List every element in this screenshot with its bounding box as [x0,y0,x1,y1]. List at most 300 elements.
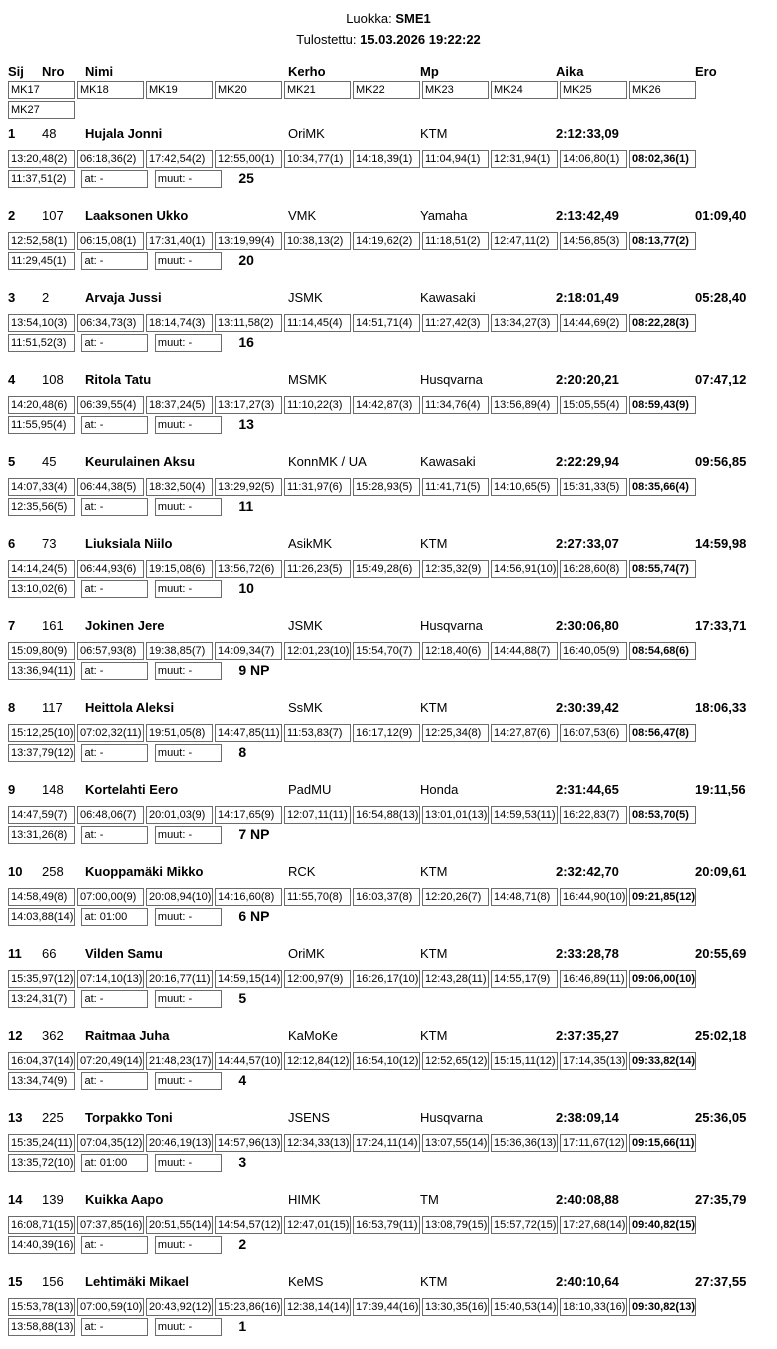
rider-points: 10 [238,580,254,596]
lap-time-cell: 14:48,71(8) [491,888,558,906]
rider-position: 8 [8,700,16,715]
checkpoint-header-cell: MK21 [284,81,351,99]
rider-block [8,1028,769,1103]
checkpoint-header-cell: MK17 [8,81,75,99]
lap-time-cell: 09:15,66(11) [629,1134,696,1152]
rider-position: 11 [8,946,22,961]
rider-name: Hujala Jonni [85,126,163,141]
rider-gap: 20:09,61 [695,864,747,879]
lap-time-cell: 06:57,93(8) [77,642,144,660]
col-header-position: Sij [8,64,24,79]
lap-time-cell: 14:10,65(5) [491,478,558,496]
lap-time-cell: 16:54,88(13) [353,806,420,824]
lap-times-row-2 [8,744,769,762]
penalty-cell: at: - [81,498,148,516]
lap-times-row [8,888,769,906]
lap-time-cell: 09:33,82(14) [629,1052,696,1070]
lap-time-cell: 14:14,24(5) [8,560,75,578]
rider-number: 225 [42,1110,64,1125]
lap-time-cell: 14:56,85(3) [560,232,627,250]
rider-total-time: 2:38:09,14 [556,1110,619,1125]
penalty-cell: at: - [81,1236,148,1254]
rider-club: OriMK [288,126,325,141]
rider-main-row [8,782,769,797]
lap-time-cell: 16:46,89(11) [560,970,627,988]
col-header-bike: Mp [420,64,439,79]
rider-name: Keurulainen Aksu [85,454,196,469]
lap-time-cell: 13:29,92(5) [215,478,282,496]
checkpoint-header-cell: MK27 [8,101,75,119]
rider-number: 73 [42,536,57,551]
rider-total-time: 2:30:39,42 [556,700,619,715]
lap-times-row-2 [8,908,769,926]
lap-time-cell: 11:14,45(4) [284,314,351,332]
lap-time-cell: 13:56,72(6) [215,560,282,578]
lap-time-cell: 17:39,44(16) [353,1298,420,1316]
lap-time-cell: 14:19,62(2) [353,232,420,250]
rider-main-row [8,946,769,961]
rider-points: 3 [238,1154,247,1170]
lap-time-cell: 15:31,33(5) [560,478,627,496]
lap-time-cell: 13:24,31(7) [8,990,75,1008]
lap-time-cell: 13:17,27(3) [215,396,282,414]
other-cell: muut: - [155,1236,222,1254]
other-cell: muut: - [155,662,222,680]
lap-time-cell: 14:03,88(14) [8,908,75,926]
lap-times-row-2 [8,826,769,844]
lap-time-cell: 14:27,87(6) [491,724,558,742]
rider-bike: Husqvarna [420,1110,483,1125]
rider-total-time: 2:40:10,64 [556,1274,619,1289]
class-label: Luokka: [346,11,392,26]
lap-time-cell: 13:10,02(6) [8,580,75,598]
lap-time-cell: 09:30,82(13) [629,1298,696,1316]
lap-time-cell: 08:22,28(3) [629,314,696,332]
lap-time-cell: 20:08,94(10) [146,888,213,906]
lap-time-cell: 14:44,57(10) [215,1052,282,1070]
col-header-number: Nro [42,64,65,79]
penalty-cell: at: - [81,580,148,598]
lap-time-cell: 15:28,93(5) [353,478,420,496]
rider-number: 66 [42,946,57,961]
lap-times-row [8,1298,769,1316]
lap-time-cell: 16:53,79(11) [353,1216,420,1234]
rider-position: 5 [8,454,16,469]
lap-time-cell: 15:54,70(7) [353,642,420,660]
rider-points: 16 [238,334,254,350]
rider-main-row [8,454,769,469]
lap-time-cell: 11:37,51(2) [8,170,75,188]
lap-times-row-2 [8,416,769,434]
col-header-gap: Ero [695,64,717,79]
rider-total-time: 2:40:08,88 [556,1192,619,1207]
rider-position: 3 [8,290,16,305]
rider-name: Vilden Samu [85,946,163,961]
penalty-cell: at: - [81,744,148,762]
rider-number: 139 [42,1192,64,1207]
rider-position: 10 [8,864,23,879]
rider-bike: Husqvarna [420,618,483,633]
rider-main-row [8,208,769,223]
checkpoint-header-cell: MK20 [215,81,282,99]
rider-total-time: 2:12:33,09 [556,126,619,141]
lap-time-cell: 10:38,13(2) [284,232,351,250]
rider-position: 6 [8,536,16,551]
rider-total-time: 2:33:28,78 [556,946,619,961]
lap-times-row [8,970,769,988]
lap-time-cell: 06:44,38(5) [77,478,144,496]
rider-club: KaMoKe [288,1028,338,1043]
lap-time-cell: 12:52,58(1) [8,232,75,250]
lap-time-cell: 18:10,33(16) [560,1298,627,1316]
rider-points: 1 [238,1318,247,1334]
rider-total-time: 2:37:35,27 [556,1028,619,1043]
rider-block [8,454,769,529]
rider-main-row [8,618,769,633]
rider-main-row [8,372,769,387]
lap-time-cell: 13:20,48(2) [8,150,75,168]
lap-time-cell: 15:12,25(10) [8,724,75,742]
rider-name: Raitmaa Juha [85,1028,170,1043]
penalty-cell: at: 01:00 [81,1154,148,1172]
lap-time-cell: 13:19,99(4) [215,232,282,250]
rider-number: 48 [42,126,57,141]
lap-time-cell: 13:31,26(8) [8,826,75,844]
lap-time-cell: 13:11,58(2) [215,314,282,332]
lap-time-cell: 09:40,82(15) [629,1216,696,1234]
lap-time-cell: 11:29,45(1) [8,252,75,270]
rider-bike: KTM [420,946,448,961]
rider-block [8,782,769,857]
rider-block [8,290,769,365]
lap-times-row-2 [8,1072,769,1090]
lap-time-cell: 12:31,94(1) [491,150,558,168]
lap-time-cell: 15:35,24(11) [8,1134,75,1152]
riders-list [8,126,769,1349]
col-header-name: Nimi [85,64,114,79]
rider-main-row [8,1028,769,1043]
lap-time-cell: 13:36,94(11) [8,662,75,680]
lap-time-cell: 06:48,06(7) [77,806,144,824]
rider-points: 25 [238,170,254,186]
lap-times-row-2 [8,498,769,516]
lap-time-cell: 09:06,00(10) [629,970,696,988]
lap-times-row-2 [8,334,769,352]
rider-bike: Kawasaki [420,454,476,469]
lap-time-cell: 14:20,48(6) [8,396,75,414]
lap-time-cell: 07:04,35(12) [77,1134,144,1152]
rider-main-row [8,290,769,305]
rider-club: OriMK [288,946,325,961]
rider-points: 20 [238,252,254,268]
lap-time-cell: 16:40,05(9) [560,642,627,660]
lap-time-cell: 14:40,39(16) [8,1236,75,1254]
lap-time-cell: 11:26,23(5) [284,560,351,578]
lap-times-row-2 [8,252,769,270]
lap-times-row [8,232,769,250]
rider-number: 258 [42,864,64,879]
lap-time-cell: 13:08,79(15) [422,1216,489,1234]
rider-position: 7 [8,618,16,633]
penalty-cell: at: - [81,662,148,680]
other-cell: muut: - [155,416,222,434]
rider-position: 15 [8,1274,23,1289]
lap-times-row-2 [8,662,769,680]
rider-gap: 27:35,79 [695,1192,747,1207]
lap-time-cell: 07:02,32(11) [77,724,144,742]
lap-time-cell: 14:47,85(11) [215,724,282,742]
lap-time-cell: 12:00,97(9) [284,970,351,988]
lap-time-cell: 12:52,65(12) [422,1052,489,1070]
rider-number: 45 [42,454,57,469]
lap-time-cell: 11:27,42(3) [422,314,489,332]
lap-times-row [8,642,769,660]
lap-time-cell: 14:16,60(8) [215,888,282,906]
rider-number: 161 [42,618,64,633]
other-cell: muut: - [155,990,222,1008]
rider-total-time: 2:13:42,49 [556,208,619,223]
rider-block [8,864,769,939]
lap-time-cell: 16:54,10(12) [353,1052,420,1070]
lap-time-cell: 20:51,55(14) [146,1216,213,1234]
lap-time-cell: 12:12,84(12) [284,1052,351,1070]
lap-time-cell: 15:35,97(12) [8,970,75,988]
rider-club: KonnMK / UA [288,454,367,469]
lap-time-cell: 15:40,53(14) [491,1298,558,1316]
lap-time-cell: 12:20,26(7) [422,888,489,906]
rider-total-time: 2:18:01,49 [556,290,619,305]
penalty-cell: at: - [81,252,148,270]
rider-name: Kuoppamäki Mikko [85,864,204,879]
lap-time-cell: 06:44,93(6) [77,560,144,578]
lap-time-cell: 20:01,03(9) [146,806,213,824]
lap-time-cell: 16:28,60(8) [560,560,627,578]
rider-block [8,1274,769,1349]
lap-time-cell: 16:44,90(10) [560,888,627,906]
lap-time-cell: 12:55,00(1) [215,150,282,168]
rider-number: 362 [42,1028,64,1043]
lap-time-cell: 08:59,43(9) [629,396,696,414]
rider-main-row [8,1110,769,1125]
lap-time-cell: 13:30,35(16) [422,1298,489,1316]
checkpoint-header-cell: MK19 [146,81,213,99]
rider-number: 108 [42,372,64,387]
rider-total-time: 2:20:20,21 [556,372,619,387]
rider-club: RCK [288,864,316,879]
rider-points: 2 [238,1236,247,1252]
rider-block [8,1110,769,1185]
lap-time-cell: 12:07,11(11) [284,806,351,824]
lap-times-row [8,1216,769,1234]
col-header-time: Aika [556,64,584,79]
lap-time-cell: 07:20,49(14) [77,1052,144,1070]
lap-time-cell: 13:34,27(3) [491,314,558,332]
lap-time-cell: 07:00,00(9) [77,888,144,906]
rider-name: Ritola Tatu [85,372,152,387]
rider-points: 5 [238,990,247,1006]
lap-time-cell: 12:35,32(9) [422,560,489,578]
other-cell: muut: - [155,580,222,598]
rider-points: 9 NP [238,662,270,678]
rider-total-time: 2:32:42,70 [556,864,619,879]
lap-time-cell: 08:02,36(1) [629,150,696,168]
lap-time-cell: 13:54,10(3) [8,314,75,332]
lap-times-row [8,1052,769,1070]
lap-time-cell: 16:08,71(15) [8,1216,75,1234]
rider-gap: 19:11,56 [695,782,746,797]
lap-time-cell: 16:03,37(8) [353,888,420,906]
rider-position: 2 [8,208,16,223]
lap-time-cell: 19:38,85(7) [146,642,213,660]
rider-position: 14 [8,1192,23,1207]
class-value: SME1 [395,11,431,26]
lap-time-cell: 20:46,19(13) [146,1134,213,1152]
lap-times-row-2 [8,1154,769,1172]
rider-number: 156 [42,1274,64,1289]
other-cell: muut: - [155,170,222,188]
rider-number: 107 [42,208,64,223]
rider-gap: 01:09,40 [695,208,747,223]
lap-time-cell: 19:51,05(8) [146,724,213,742]
lap-time-cell: 13:07,55(14) [422,1134,489,1152]
penalty-cell: at: - [81,1318,148,1336]
lap-time-cell: 18:14,74(3) [146,314,213,332]
rider-name: Kuikka Aapo [85,1192,164,1207]
lap-time-cell: 17:42,54(2) [146,150,213,168]
lap-times-row-2 [8,990,769,1008]
lap-time-cell: 14:59,15(14) [215,970,282,988]
checkpoint-header-cell: MK25 [560,81,627,99]
rider-name: Lehtimäki Mikael [85,1274,190,1289]
lap-time-cell: 11:34,76(4) [422,396,489,414]
rider-name: Heittola Aleksi [85,700,175,715]
rider-points: 11 [238,498,254,514]
printed-title [8,29,769,50]
lap-time-cell: 15:53,78(13) [8,1298,75,1316]
rider-name: Laaksonen Ukko [85,208,189,223]
rider-club: HIMK [288,1192,321,1207]
rider-points: 8 [238,744,247,760]
penalty-cell: at: - [81,170,148,188]
rider-block [8,126,769,201]
rider-bike: Kawasaki [420,290,476,305]
rider-bike: TM [420,1192,439,1207]
lap-time-cell: 14:44,69(2) [560,314,627,332]
rider-bike: KTM [420,1274,448,1289]
rider-position: 4 [8,372,16,387]
lap-time-cell: 11:31,97(6) [284,478,351,496]
lap-time-cell: 14:17,65(9) [215,806,282,824]
rider-main-row [8,536,769,551]
lap-times-row [8,560,769,578]
lap-time-cell: 14:09,34(7) [215,642,282,660]
lap-time-cell: 17:11,67(12) [560,1134,627,1152]
lap-time-cell: 13:58,88(13) [8,1318,75,1336]
rider-number: 117 [42,700,63,715]
lap-time-cell: 12:43,28(11) [422,970,489,988]
lap-time-cell: 06:39,55(4) [77,396,144,414]
lap-times-row [8,314,769,332]
lap-times-row [8,396,769,414]
lap-time-cell: 17:31,40(1) [146,232,213,250]
lap-time-cell: 15:09,80(9) [8,642,75,660]
lap-time-cell: 06:34,73(3) [77,314,144,332]
rider-club: AsikMK [288,536,333,551]
rider-points: 6 NP [238,908,270,924]
rider-gap: 25:02,18 [695,1028,747,1043]
rider-gap: 25:36,05 [695,1110,747,1125]
penalty-cell: at: - [81,1072,148,1090]
lap-time-cell: 08:13,77(2) [629,232,696,250]
rider-main-row [8,126,769,141]
lap-time-cell: 12:18,40(6) [422,642,489,660]
lap-time-cell: 18:37,24(5) [146,396,213,414]
lap-time-cell: 14:55,17(9) [491,970,558,988]
rider-gap: 17:33,71 [695,618,747,633]
lap-time-cell: 15:57,72(15) [491,1216,558,1234]
penalty-cell: at: 01:00 [81,908,148,926]
lap-times-row [8,724,769,742]
rider-club: JSENS [288,1110,330,1125]
other-cell: muut: - [155,908,222,926]
rider-block [8,1192,769,1267]
lap-time-cell: 11:10,22(3) [284,396,351,414]
rider-club: JSMK [288,618,323,633]
lap-time-cell: 11:55,95(4) [8,416,75,434]
other-cell: muut: - [155,252,222,270]
lap-time-cell: 17:14,35(13) [560,1052,627,1070]
lap-time-cell: 07:37,85(16) [77,1216,144,1234]
penalty-cell: at: - [81,416,148,434]
other-cell: muut: - [155,744,222,762]
col-header-club: Kerho [288,64,326,79]
rider-gap: 14:59,98 [695,536,747,551]
lap-time-cell: 11:41,71(5) [422,478,489,496]
rider-club: PadMU [288,782,332,797]
lap-time-cell: 14:42,87(3) [353,396,420,414]
rider-block [8,372,769,447]
lap-time-cell: 14:51,71(4) [353,314,420,332]
checkpoint-header-cell: MK24 [491,81,558,99]
lap-time-cell: 13:56,89(4) [491,396,558,414]
rider-total-time: 2:31:44,65 [556,782,619,797]
lap-time-cell: 09:21,85(12) [629,888,696,906]
lap-time-cell: 11:53,83(7) [284,724,351,742]
lap-time-cell: 13:01,01(13) [422,806,489,824]
rider-bike: KTM [420,864,448,879]
rider-name: Arvaja Jussi [85,290,162,305]
lap-time-cell: 08:53,70(5) [629,806,696,824]
lap-time-cell: 08:54,68(6) [629,642,696,660]
lap-time-cell: 07:00,59(10) [77,1298,144,1316]
rider-total-time: 2:27:33,07 [556,536,619,551]
rider-position: 9 [8,782,16,797]
lap-time-cell: 12:47,11(2) [491,232,558,250]
rider-position: 13 [8,1110,23,1125]
lap-time-cell: 14:06,80(1) [560,150,627,168]
lap-time-cell: 14:59,53(11) [491,806,558,824]
lap-time-cell: 06:15,08(1) [77,232,144,250]
rider-number: 2 [42,290,50,305]
column-headers [8,64,769,79]
rider-points: 7 NP [238,826,270,842]
rider-name: Torpakko Toni [85,1110,173,1125]
rider-gap: 09:56,85 [695,454,747,469]
lap-time-cell: 19:15,08(6) [146,560,213,578]
lap-time-cell: 07:14,10(13) [77,970,144,988]
other-cell: muut: - [155,498,222,516]
lap-time-cell: 16:07,53(6) [560,724,627,742]
